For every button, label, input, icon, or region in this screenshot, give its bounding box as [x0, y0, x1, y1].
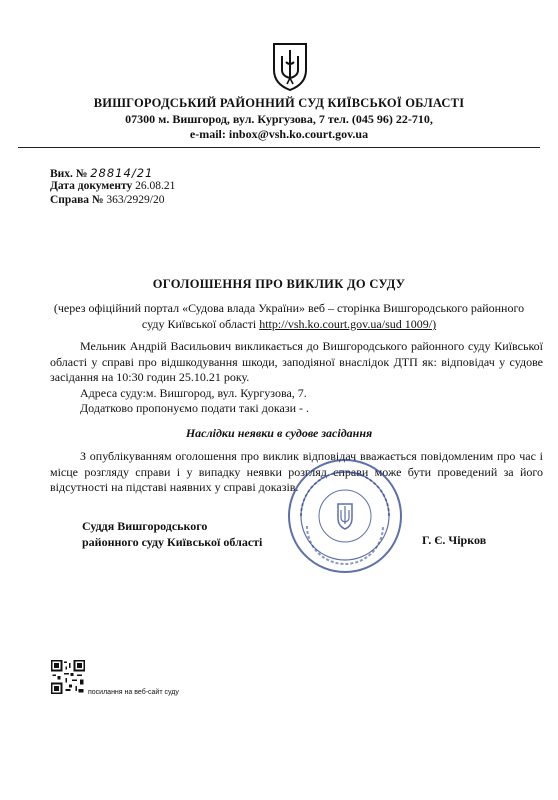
outgoing-number [50, 166, 153, 180]
court-email: e-mail: inbox@vsh.ko.court.gov.ua [189, 127, 369, 141]
summons-paragraph: Мельник Андрій Васильович викликається до Вишгородського районного суду Київської області у справі про відшкодування шкоди, заподіяної внаслідок ДТП як: відповідач у судове засідання на 10:30 годин 25.10.21 року. [50, 339, 543, 384]
case-number-value: 363/2929/20 [106, 194, 165, 206]
coat-of-arms-icon [270, 40, 310, 92]
document-date-value: 26.08.21 [135, 180, 176, 192]
qr-code-icon[interactable] [51, 660, 85, 694]
judge-name: Г. Є. Чірков [422, 533, 487, 547]
judge-title-line2: районного суду Київської області [82, 535, 263, 549]
qr-caption: посилання на веб-сайт суду [88, 689, 179, 696]
case-number [50, 194, 164, 206]
court-address: 07300 м. Вишгород, вул. Кургузова, 7 тел. (045 96) 22-710, [125, 112, 433, 126]
court-name: ВИШГОРОДСЬКИЙ РАЙОННИЙ СУД КИЇВСЬКОЇ ОБЛАСТІ [93, 96, 465, 110]
header-divider [18, 147, 540, 148]
outgoing-label: Вих. № [50, 168, 88, 180]
document-date [50, 180, 175, 192]
case-number-label: Справа № [50, 194, 104, 206]
consequences-heading: Наслідки неявки в судове засідання [185, 426, 373, 440]
court-address-paragraph: Адреса суду:м. Вишгород, вул. Кургузова, 7. [80, 386, 307, 400]
portal-note [50, 300, 528, 332]
judge-title [82, 518, 262, 550]
judge-title-line1: Суддя Вишгородського [82, 519, 208, 533]
court-seal-stamp [285, 456, 405, 576]
document-title: ОГОЛОШЕННЯ ПРО ВИКЛИК ДО СУДУ [152, 277, 406, 291]
portal-text: (через офіційний портал «Судова влада України» веб – сторінка Вишгородського районного суду Київської області [53, 301, 525, 331]
consequences-paragraph: З опублікуванням оголошення про виклик відповідач вважається повідомленим про час і місце розгляду справи і у випадку неявки розгляд справи може бути проведений за його відсутності на підставі наявних у справі доказів. [50, 449, 543, 494]
portal-link[interactable]: http://vsh.ko.court.gov.ua/sud 1009/) [259, 317, 437, 331]
outgoing-number-value: 28814/21 [90, 166, 154, 180]
document-date-label: Дата документу [50, 180, 133, 192]
evidence-paragraph: Додатково пропонуємо подати такі докази - . [80, 401, 310, 415]
